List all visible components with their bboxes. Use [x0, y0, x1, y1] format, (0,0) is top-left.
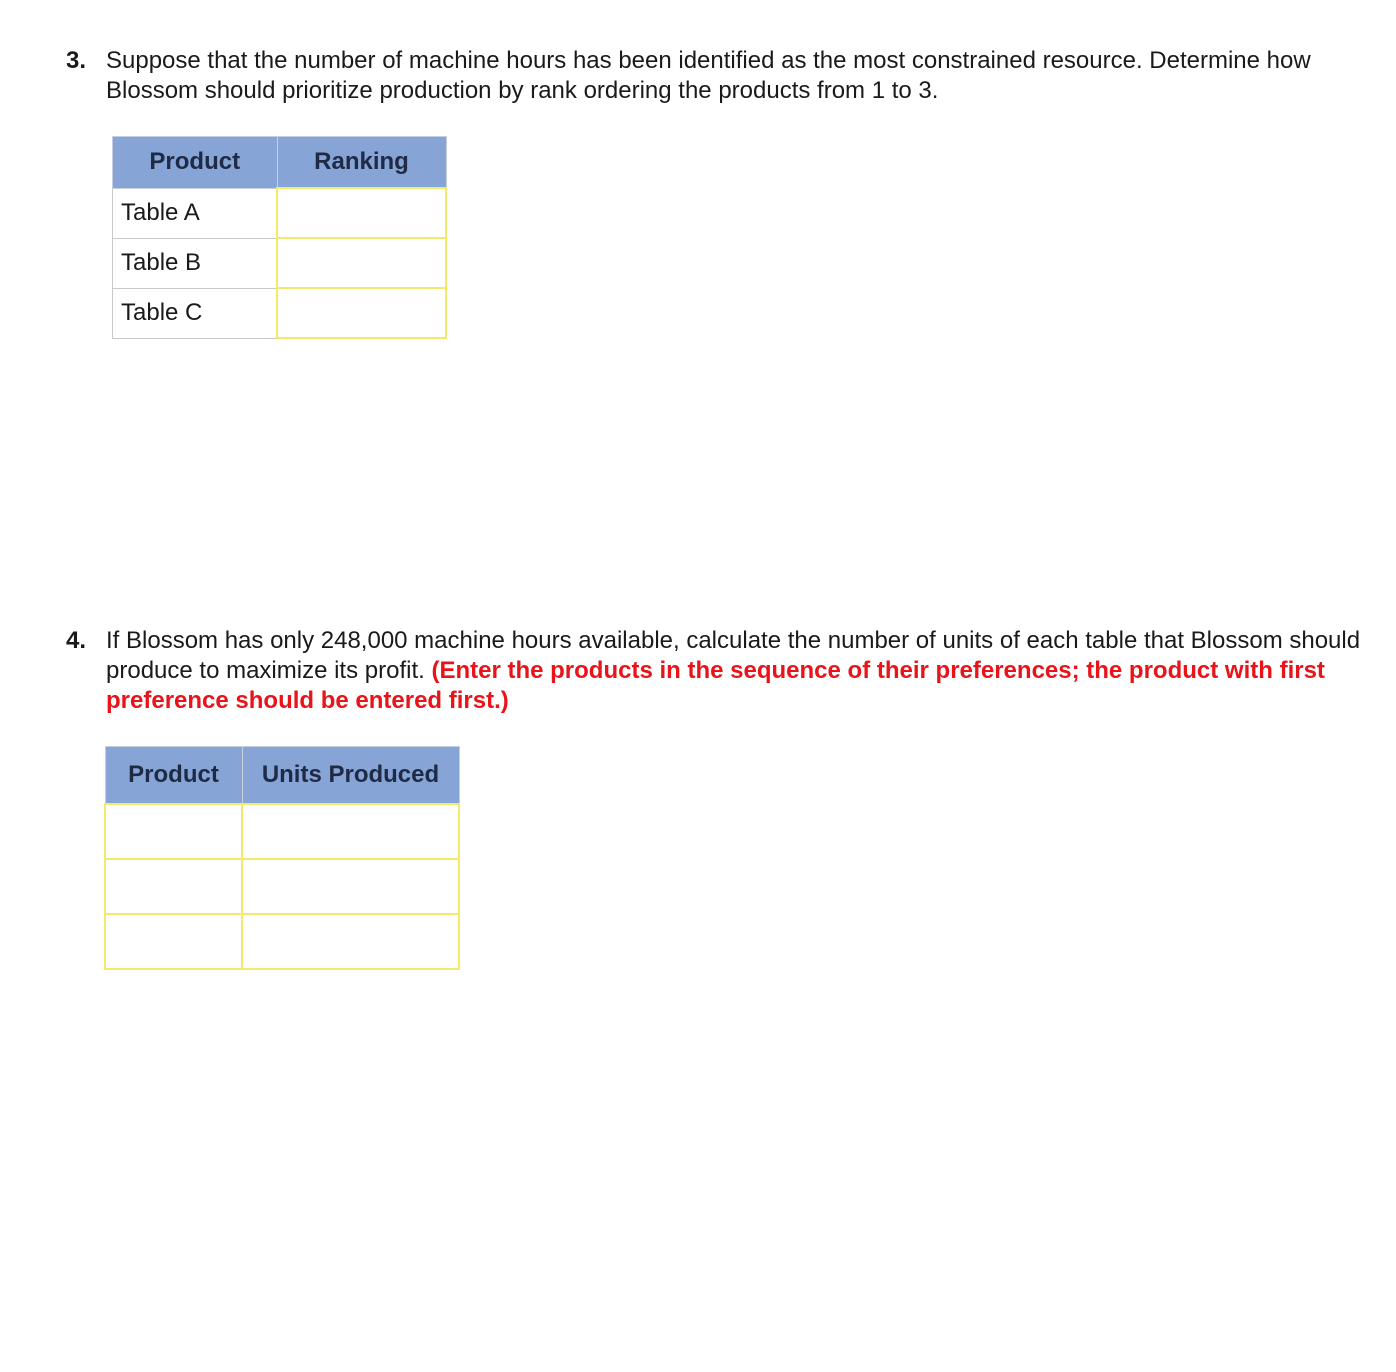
table-row — [113, 238, 447, 288]
question-4-text: If Blossom has only 248,000 machine hours available, calculate the number of units of each table that Blossom should produce to maximize its profit. — [106, 627, 1361, 684]
units-input-row-2[interactable] — [242, 859, 459, 914]
ranking-input-table-c[interactable] — [277, 288, 446, 338]
question-4-instruction: (Enter the products in the sequence of their preferences; the product with first preference should be entered first.) — [106, 657, 1325, 714]
table-row — [113, 188, 447, 238]
product-input-row-1[interactable] — [105, 804, 242, 859]
table-row — [105, 804, 459, 859]
product-column-header: Product — [105, 747, 242, 805]
units-produced-table — [104, 746, 460, 970]
ranking-input-table-b[interactable] — [277, 238, 446, 288]
product-label-table-a: Table A — [113, 188, 278, 238]
question-3-text: Suppose that the number of machine hours has been identified as the most constrained resource. Determine how Blossom should prioritize production by rank ordering the products from 1 to 3. — [106, 47, 1311, 104]
ranking-column-header: Ranking — [277, 137, 446, 189]
question-3 — [66, 46, 1366, 106]
question-4-number: 4. — [66, 627, 87, 654]
ranking-table-header-row — [113, 137, 447, 189]
table-row — [105, 914, 459, 969]
ranking-input-table-a[interactable] — [277, 188, 446, 238]
units-table-header-row — [105, 747, 459, 805]
units-input-row-3[interactable] — [242, 914, 459, 969]
product-label-table-c: Table C — [113, 288, 278, 338]
units-input-row-1[interactable] — [242, 804, 459, 859]
question-4 — [66, 626, 1366, 716]
product-input-row-2[interactable] — [105, 859, 242, 914]
question-4-text-block — [106, 626, 1366, 716]
ranking-table — [112, 136, 447, 339]
product-column-header: Product — [113, 137, 278, 189]
question-3-number: 3. — [66, 47, 87, 74]
product-label-table-b: Table B — [113, 238, 278, 288]
units-produced-column-header: Units Produced — [242, 747, 459, 805]
table-row — [105, 859, 459, 914]
table-row — [113, 288, 447, 338]
product-input-row-3[interactable] — [105, 914, 242, 969]
